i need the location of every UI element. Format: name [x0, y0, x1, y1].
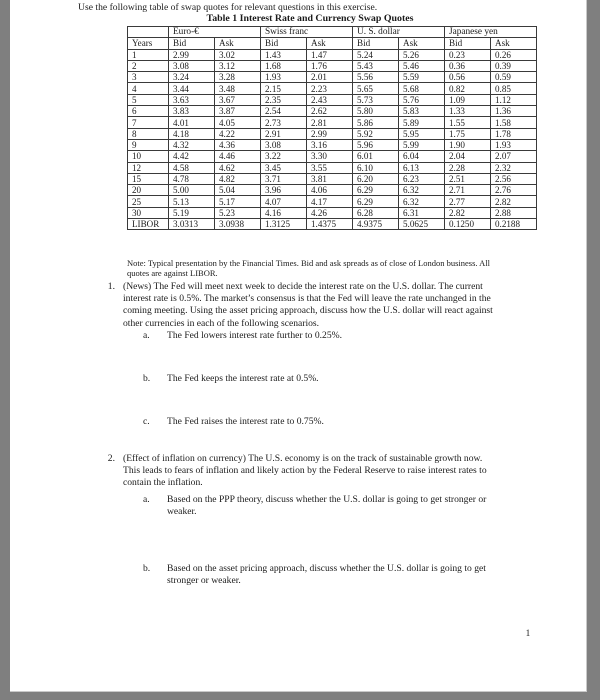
table-cell-value: 2.35	[261, 94, 307, 105]
table-cell-value: 3.24	[169, 72, 215, 83]
table-row	[128, 185, 537, 196]
table-cell-value: 5.86	[353, 117, 399, 128]
table-header-row-bidask	[128, 38, 537, 49]
table-cell-value: 4.05	[215, 117, 261, 128]
table-cell-value: 5.92	[353, 128, 399, 139]
table-cell-value: 6.28	[353, 207, 399, 218]
column-header-jpy-bid: Bid	[445, 38, 491, 49]
table-cell-value: 1.4375	[307, 219, 353, 230]
table-row	[128, 94, 537, 105]
table-row	[128, 128, 537, 139]
table-cell-years: 4	[128, 83, 169, 94]
table-cell-value: 4.42	[169, 151, 215, 162]
table-row	[128, 162, 537, 173]
table-cell-value: 5.43	[353, 60, 399, 71]
table-cell-value: 3.0938	[215, 219, 261, 230]
table-note: Note: Typical presentation by the Financial Times. Bid and ask spreads as of close of London business. All quotes are against LIBOR.	[127, 258, 491, 278]
page-number: 1	[525, 629, 531, 639]
table-cell-value: 5.83	[399, 106, 445, 117]
table-cell-value: 3.22	[261, 151, 307, 162]
column-header-jpy-ask: Ask	[491, 38, 537, 49]
question-2-sub-a	[143, 494, 505, 518]
table-cell-value: 4.78	[169, 173, 215, 184]
question-1-sub-c-text: The Fed raises the interest rate to 0.75%.	[167, 416, 324, 427]
table-cell-value: 0.23	[445, 49, 491, 60]
table-cell-value: 2.51	[445, 173, 491, 184]
table-cell-value: 4.01	[169, 117, 215, 128]
table-cell-value: 1.47	[307, 49, 353, 60]
table-cell-value: 1.12	[491, 94, 537, 105]
table-cell-value: 5.80	[353, 106, 399, 117]
table-cell-value: 2.81	[307, 117, 353, 128]
table-cell-value: 2.82	[491, 196, 537, 207]
table-cell-years: 2	[128, 60, 169, 71]
question-1-sub-b-text: The Fed keeps the interest rate at 0.5%.	[167, 373, 319, 384]
table-cell-value: 1.90	[445, 139, 491, 150]
column-header-chf-bid: Bid	[261, 38, 307, 49]
table-cell-years: 20	[128, 185, 169, 196]
table-cell-value: 2.99	[169, 49, 215, 60]
table-cell-value: 3.0313	[169, 219, 215, 230]
table-cell-value: 0.85	[491, 83, 537, 94]
table-corner-cell	[128, 27, 169, 38]
table-cell-value: 2.54	[261, 106, 307, 117]
table-cell-value: 2.01	[307, 72, 353, 83]
question-1-sub-b	[143, 373, 505, 385]
table-cell-value: 1.75	[445, 128, 491, 139]
question-2-sub-b	[143, 563, 505, 587]
table-cell-value: 4.58	[169, 162, 215, 173]
document-page	[10, 0, 587, 692]
table-cell-value: 6.10	[353, 162, 399, 173]
table-cell-value: 3.02	[215, 49, 261, 60]
table-cell-value: 5.17	[215, 196, 261, 207]
table-cell-value: 4.16	[261, 207, 307, 218]
table-cell-value: 1.76	[307, 60, 353, 71]
group-header-swiss-franc: Swiss franc	[261, 27, 353, 38]
table-cell-value: 2.71	[445, 185, 491, 196]
question-1-text: (News) The Fed will meet next week to decide the interest rate on the U.S. dollar. The current interest rate is 0.5%. The market’s consensus is that the Fed will leave the rate unchanged in the coming meeting. Using the asset pricing approach, discuss how the U.S. dollar will react against other currencies in each of the following scenarios.	[123, 281, 493, 329]
table-cell-value: 3.28	[215, 72, 261, 83]
table-row	[128, 219, 537, 230]
table-cell-value: 3.83	[169, 106, 215, 117]
table-cell-years: 15	[128, 173, 169, 184]
table-cell-value: 2.99	[307, 128, 353, 139]
table-cell-value: 4.36	[215, 139, 261, 150]
table-cell-value: 2.76	[491, 185, 537, 196]
table-cell-value: 4.06	[307, 185, 353, 196]
table-cell-value: 5.73	[353, 94, 399, 105]
question-1-sub-b-marker: b.	[143, 373, 151, 384]
table-cell-value: 2.88	[491, 207, 537, 218]
column-header-usd-ask: Ask	[399, 38, 445, 49]
table-cell-value: 1.09	[445, 94, 491, 105]
table-cell-value: 3.81	[307, 173, 353, 184]
table-cell-value: 3.87	[215, 106, 261, 117]
table-cell-value: 4.62	[215, 162, 261, 173]
table-cell-value: 1.93	[261, 72, 307, 83]
table-cell-value: 6.23	[399, 173, 445, 184]
table-cell-value: 4.46	[215, 151, 261, 162]
column-header-chf-ask: Ask	[307, 38, 353, 49]
table-cell-value: 6.29	[353, 185, 399, 196]
table-row	[128, 106, 537, 117]
table-cell-value: 0.59	[491, 72, 537, 83]
table-cell-value: 1.68	[261, 60, 307, 71]
table-cell-value: 2.28	[445, 162, 491, 173]
swap-quotes-table	[127, 26, 537, 230]
table-cell-value: 6.01	[353, 151, 399, 162]
column-header-euro-ask: Ask	[215, 38, 261, 49]
table-cell-value: 0.36	[445, 60, 491, 71]
table-body	[128, 49, 537, 230]
table-cell-value: 1.36	[491, 106, 537, 117]
table-cell-value: 5.76	[399, 94, 445, 105]
question-1-sub-a-marker: a.	[143, 330, 150, 341]
table-cell-value: 3.96	[261, 185, 307, 196]
table-row	[128, 60, 537, 71]
table-cell-value: 5.23	[215, 207, 261, 218]
table-cell-value: 2.23	[307, 83, 353, 94]
table-cell-years: 8	[128, 128, 169, 139]
column-header-euro-bid: Bid	[169, 38, 215, 49]
table-cell-value: 5.46	[399, 60, 445, 71]
table-cell-value: 3.48	[215, 83, 261, 94]
table-cell-value: 3.44	[169, 83, 215, 94]
table-cell-value: 5.04	[215, 185, 261, 196]
question-1-sub-a-text: The Fed lowers interest rate further to 0.25%.	[167, 330, 343, 341]
table-cell-value: 6.32	[399, 196, 445, 207]
table-cell-value: 2.62	[307, 106, 353, 117]
table-cell-value: 3.71	[261, 173, 307, 184]
table-cell-value: 3.67	[215, 94, 261, 105]
table-cell-value: 4.18	[169, 128, 215, 139]
table-header	[128, 27, 537, 50]
table-cell-value: 1.55	[445, 117, 491, 128]
table-row	[128, 49, 537, 60]
table-cell-value: 5.68	[399, 83, 445, 94]
table-header-row-groups	[128, 27, 537, 38]
table-cell-value: 3.08	[261, 139, 307, 150]
table-cell-value: 0.39	[491, 60, 537, 71]
table-cell-years: 3	[128, 72, 169, 83]
table-cell-years: 7	[128, 117, 169, 128]
table-cell-value: 2.82	[445, 207, 491, 218]
table-cell-value: 4.9375	[353, 219, 399, 230]
table-cell-value: 2.56	[491, 173, 537, 184]
table-cell-value: 1.78	[491, 128, 537, 139]
table-cell-value: 4.82	[215, 173, 261, 184]
table-cell-value: 2.91	[261, 128, 307, 139]
table-cell-value: 4.17	[307, 196, 353, 207]
table-cell-years: 1	[128, 49, 169, 60]
table-cell-value: 1.33	[445, 106, 491, 117]
table-row	[128, 173, 537, 184]
table-title: Table 1 Interest Rate and Currency Swap Quotes	[206, 13, 414, 24]
table-cell-value: 4.22	[215, 128, 261, 139]
table-cell-value: 3.55	[307, 162, 353, 173]
question-2-sub-b-marker: b.	[143, 563, 151, 574]
table-cell-years: 30	[128, 207, 169, 218]
table-row	[128, 117, 537, 128]
table-cell-value: 5.24	[353, 49, 399, 60]
table-cell-value: 4.07	[261, 196, 307, 207]
table-cell-value: 0.82	[445, 83, 491, 94]
table-cell-value: 2.43	[307, 94, 353, 105]
table-cell-value: 5.89	[399, 117, 445, 128]
question-2-sub-a-text: Based on the PPP theory, discuss whether the U.S. dollar is going to get stronger or weaker.	[167, 494, 487, 518]
table-row	[128, 72, 537, 83]
table-cell-value: 5.99	[399, 139, 445, 150]
table-cell-years: 10	[128, 151, 169, 162]
group-header-us-dollar: U. S. dollar	[353, 27, 445, 38]
question-1-sub-c	[143, 416, 505, 428]
table-cell-value: 6.04	[399, 151, 445, 162]
table-cell-years: 6	[128, 106, 169, 117]
table-cell-value: 5.59	[399, 72, 445, 83]
table-cell-years: LIBOR	[128, 219, 169, 230]
group-header-euro: Euro-€	[169, 27, 261, 38]
table-cell-value: 2.15	[261, 83, 307, 94]
table-row	[128, 207, 537, 218]
question-2	[93, 453, 497, 490]
table-row	[128, 83, 537, 94]
table-cell-value: 3.30	[307, 151, 353, 162]
table-cell-value: 1.3125	[261, 219, 307, 230]
table-cell-value: 0.2188	[491, 219, 537, 230]
table-cell-years: 12	[128, 162, 169, 173]
table-cell-value: 1.93	[491, 139, 537, 150]
question-2-marker: 2.	[107, 453, 115, 464]
table-cell-years: 5	[128, 94, 169, 105]
table-cell-value: 5.65	[353, 83, 399, 94]
table-row	[128, 139, 537, 150]
table-cell-value: 6.29	[353, 196, 399, 207]
column-header-usd-bid: Bid	[353, 38, 399, 49]
table-cell-value: 6.13	[399, 162, 445, 173]
table-cell-value: 5.96	[353, 139, 399, 150]
question-1-marker: 1.	[107, 281, 115, 292]
table-cell-value: 5.95	[399, 128, 445, 139]
table-cell-value: 3.63	[169, 94, 215, 105]
table-cell-value: 5.0625	[399, 219, 445, 230]
intro-text: Use the following table of swap quotes for relevant questions in this exercise.	[78, 2, 378, 13]
table-cell-value: 2.07	[491, 151, 537, 162]
table-cell-value: 4.32	[169, 139, 215, 150]
table-cell-value: 3.12	[215, 60, 261, 71]
table-cell-value: 5.26	[399, 49, 445, 60]
table-cell-value: 5.19	[169, 207, 215, 218]
table-cell-value: 6.31	[399, 207, 445, 218]
table-cell-value: 0.56	[445, 72, 491, 83]
table-cell-value: 2.32	[491, 162, 537, 173]
question-2-text: (Effect of inflation on currency) The U.S. economy is on the track of sustainable growth now. This leads to fears of inflation and likely action by the Federal Reserve to raise interest rates to contain the inflation.	[123, 453, 487, 489]
document-body	[10, 0, 587, 692]
table-cell-value: 0.26	[491, 49, 537, 60]
table-cell-value: 5.56	[353, 72, 399, 83]
table-cell-value: 3.45	[261, 162, 307, 173]
question-2-sub-a-marker: a.	[143, 494, 150, 505]
table-cell-value: 5.00	[169, 185, 215, 196]
table-cell-value: 3.16	[307, 139, 353, 150]
question-1	[93, 281, 497, 330]
table-cell-value: 4.26	[307, 207, 353, 218]
table-cell-value: 5.13	[169, 196, 215, 207]
table-cell-value: 6.20	[353, 173, 399, 184]
column-header-years: Years	[128, 38, 169, 49]
table-cell-value: 2.77	[445, 196, 491, 207]
question-2-sub-b-text: Based on the asset pricing approach, discuss whether the U.S. dollar is going to get stronger or weaker.	[167, 563, 486, 587]
table-cell-years: 9	[128, 139, 169, 150]
table-row	[128, 151, 537, 162]
table-cell-value: 0.1250	[445, 219, 491, 230]
table-cell-value: 3.08	[169, 60, 215, 71]
table-cell-years: 25	[128, 196, 169, 207]
table-cell-value: 2.73	[261, 117, 307, 128]
table-cell-value: 6.32	[399, 185, 445, 196]
question-1-sub-a	[143, 330, 505, 342]
question-1-sub-c-marker: c.	[143, 416, 150, 427]
table-cell-value: 1.58	[491, 117, 537, 128]
table-row	[128, 196, 537, 207]
table-cell-value: 2.04	[445, 151, 491, 162]
table-cell-value: 1.43	[261, 49, 307, 60]
group-header-japanese-yen: Japanese yen	[445, 27, 537, 38]
